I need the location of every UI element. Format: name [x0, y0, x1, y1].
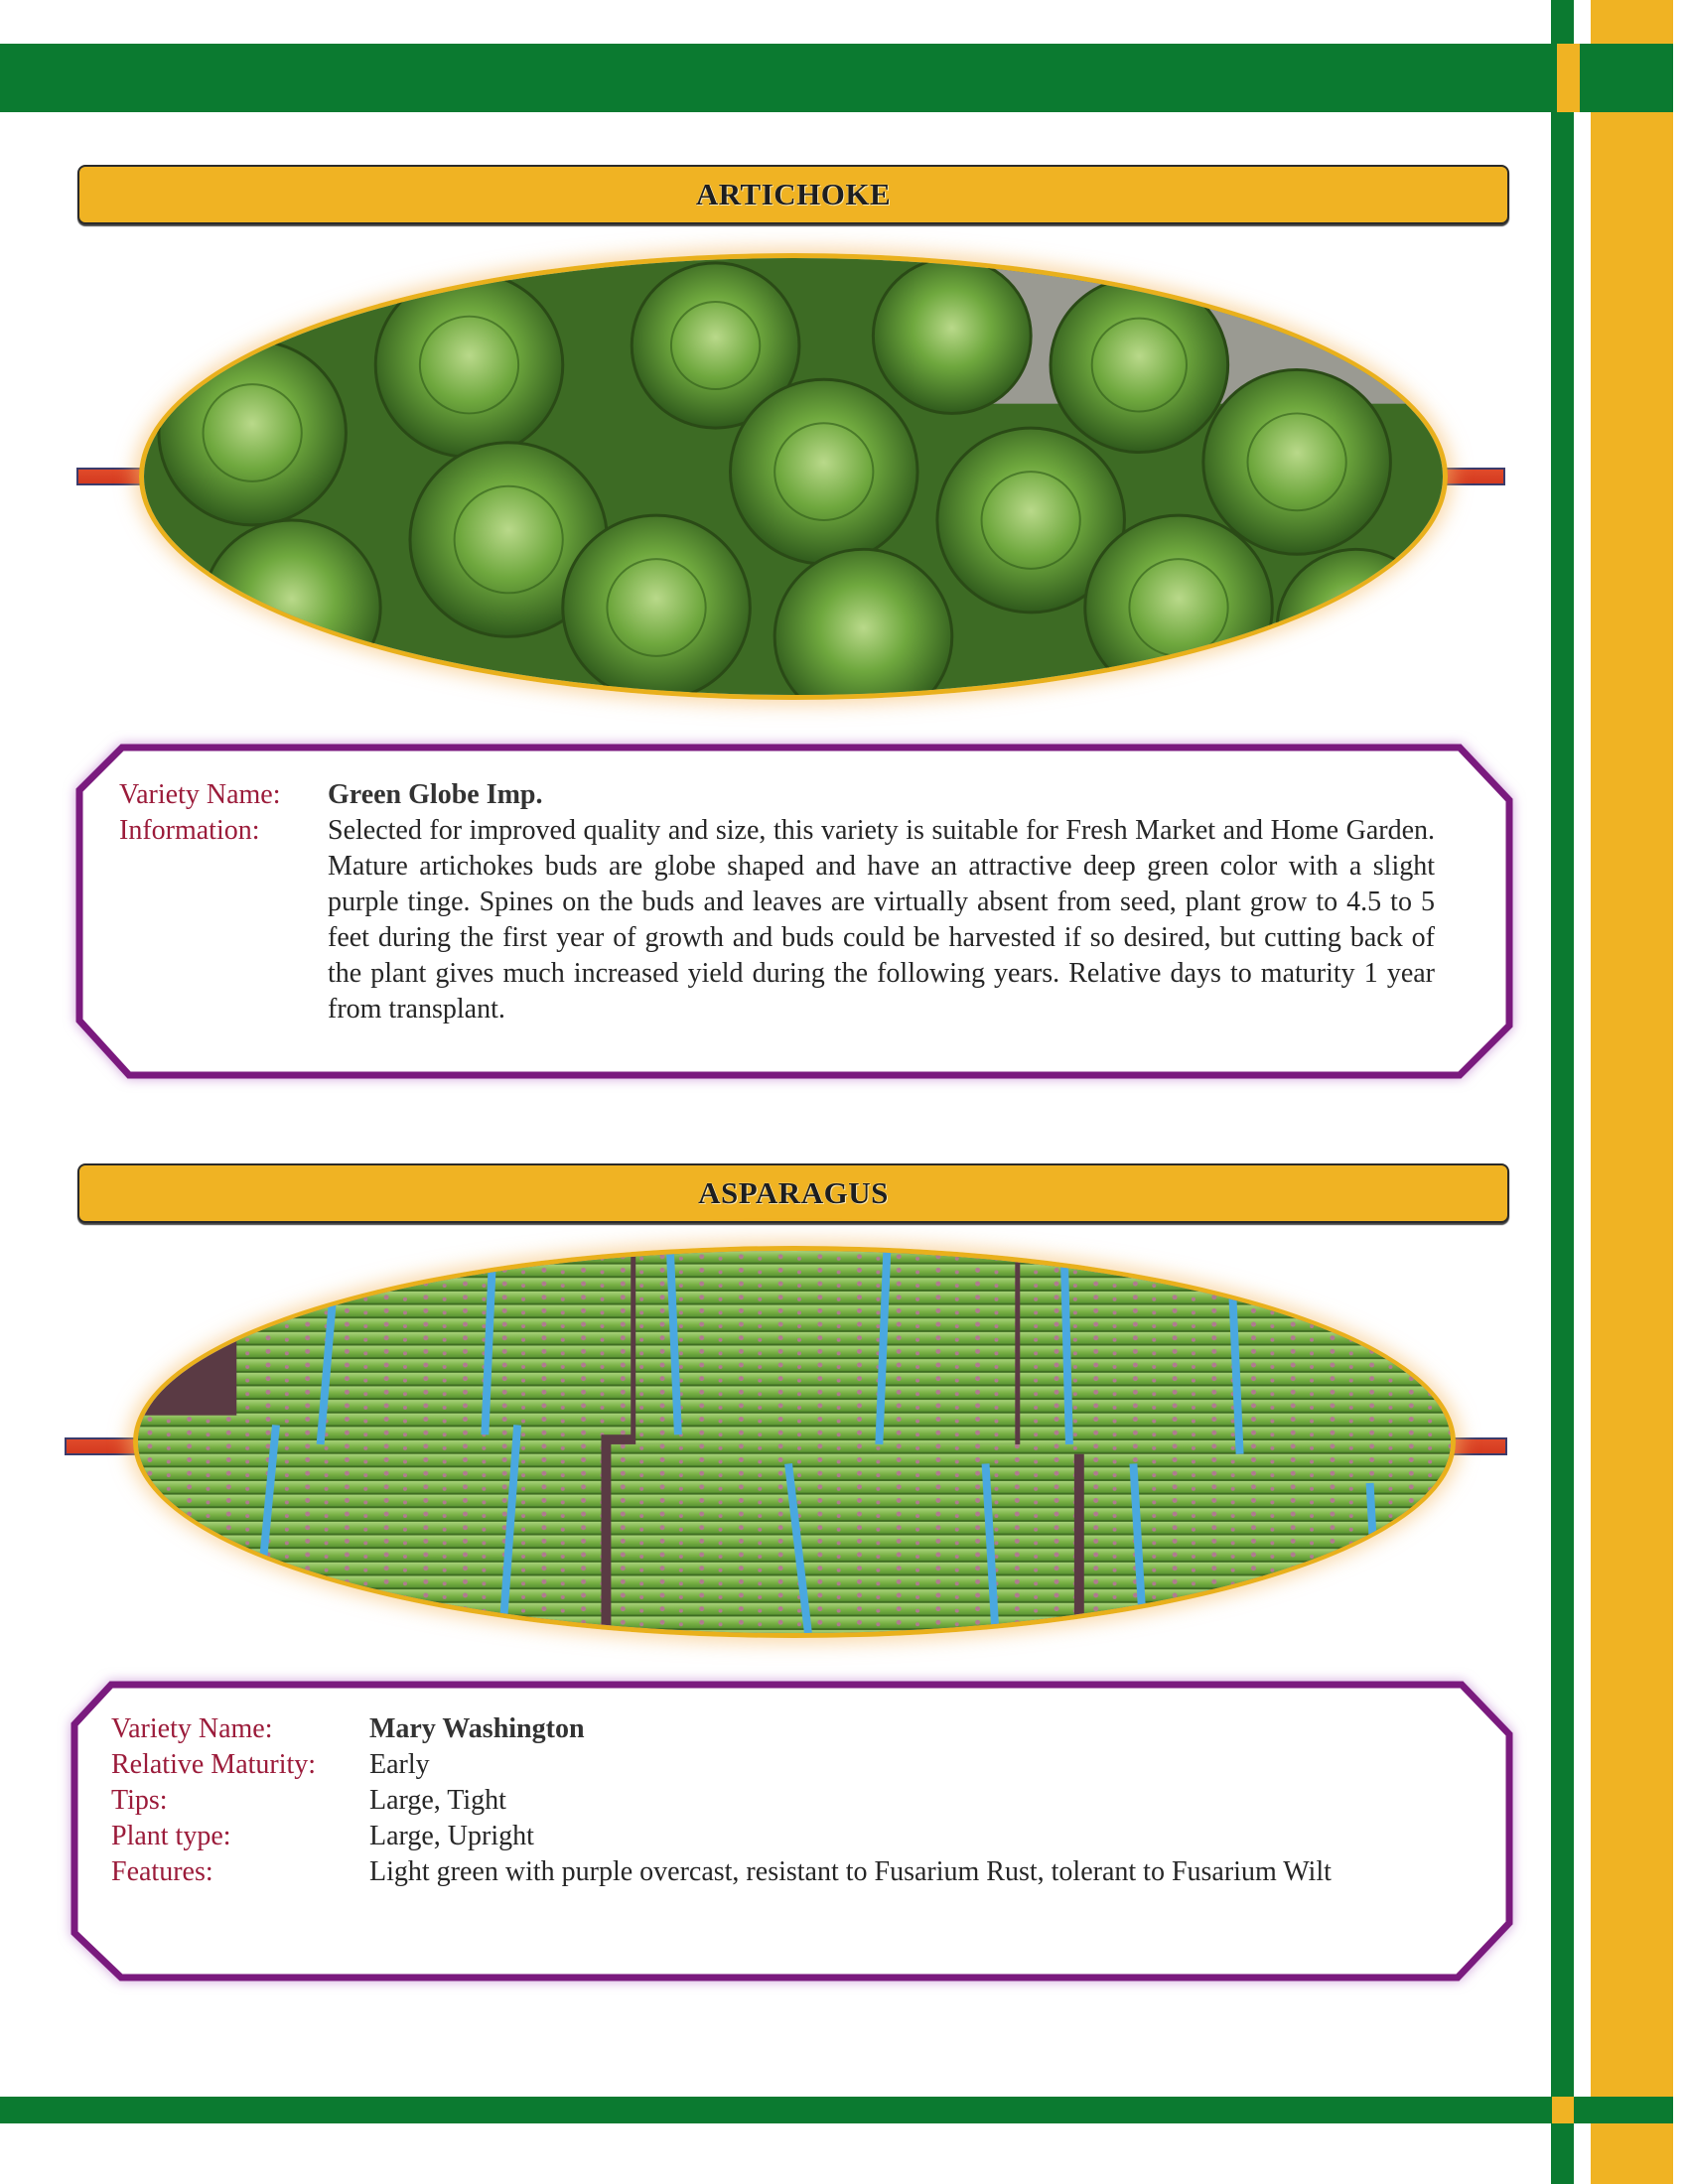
- asparagus-info-box: [70, 1680, 1514, 1982]
- section-title-asparagus: ASPARAGUS: [698, 1175, 889, 1210]
- artichoke-details: [119, 777, 1435, 1027]
- field-label: Relative Maturity:: [111, 1749, 317, 1780]
- field-value: Large, Tight: [369, 1785, 506, 1816]
- field-label: Variety Name:: [119, 779, 281, 810]
- bottom-crossing-square: [1552, 2097, 1574, 2123]
- top-crossing-square: [1557, 44, 1580, 112]
- field-plant-type: [111, 1819, 1432, 1854]
- asparagus-details: [111, 1711, 1432, 1890]
- field-label: Tips:: [111, 1785, 168, 1816]
- right-connector-bar: [1452, 1437, 1507, 1455]
- left-connector-bar: [65, 1437, 136, 1455]
- field-relative-maturity: [111, 1747, 1432, 1783]
- field-features: [111, 1854, 1432, 1890]
- section-title-artichoke: ARTICHOKE: [695, 177, 892, 211]
- right-gold-stripe: [1591, 0, 1673, 2184]
- field-value: Selected for improved quality and size, this variety is suitable for Fresh Market and Home Garden. Mature artichokes buds are globe shaped and have an attractive deep green color with a slight purple tinge. Spines on the buds and leaves are virtually absent from seed, plant grow to 4.5 to 5 feet during the first year of growth and buds could be harvested if so desired, but cutting back of the plant gives much increased yield during the following years. Relative days to maturity 1 year from transplant.: [328, 815, 1435, 1024]
- asparagus-image-icon: [138, 1251, 1451, 1633]
- field-value: Early: [369, 1749, 430, 1780]
- right-green-stripe: [1551, 0, 1574, 2184]
- field-value: Light green with purple overcast, resistant to Fusarium Rust, tolerant to Fusarium Wilt: [369, 1856, 1332, 1887]
- artichoke-info-box: [74, 743, 1514, 1080]
- artichoke-header-bar: [77, 165, 1509, 224]
- artichoke-image-icon: [144, 258, 1443, 695]
- field-value: Green Globe Imp.: [328, 779, 543, 810]
- field-label: Plant type:: [111, 1821, 231, 1851]
- field-variety-name: [119, 777, 1435, 813]
- field-label: Features:: [111, 1856, 213, 1887]
- field-value: Mary Washington: [369, 1713, 585, 1744]
- field-variety-name: [111, 1711, 1432, 1747]
- field-tips: [111, 1783, 1432, 1819]
- asparagus-header-bar: [77, 1163, 1509, 1223]
- bottom-green-band: [0, 2097, 1673, 2123]
- field-label: Variety Name:: [111, 1713, 273, 1744]
- field-information: [119, 813, 1435, 1027]
- top-green-band: [0, 44, 1673, 112]
- left-connector-bar: [76, 468, 144, 485]
- right-connector-bar: [1444, 468, 1505, 485]
- field-label: Information:: [119, 815, 260, 846]
- asparagus-photo: [133, 1246, 1456, 1638]
- artichoke-photo: [139, 253, 1448, 700]
- field-value: Large, Upright: [369, 1821, 534, 1851]
